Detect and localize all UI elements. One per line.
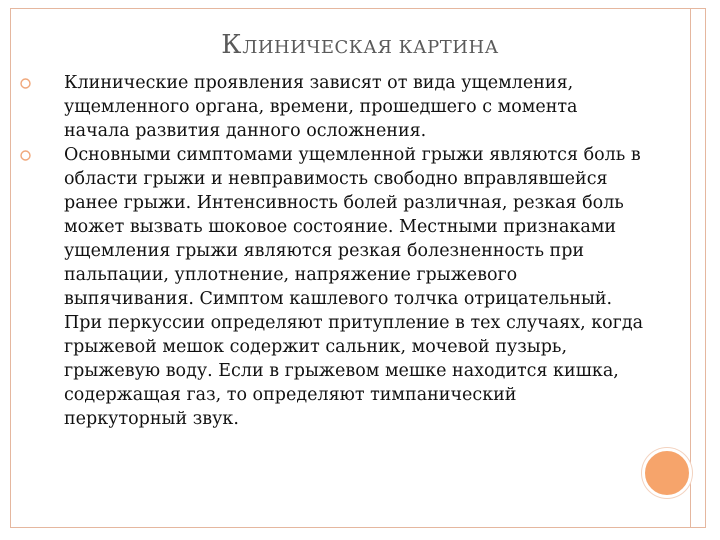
list-item (64, 143, 644, 431)
frame-accent-line (690, 8, 691, 528)
bullet-icon (20, 78, 31, 89)
decorative-circle-icon (642, 448, 692, 498)
bullet-text: Клинические проявления зависят от вида ущемления, ущемленного органа, времени, прошедшего с момента начала развития данного осложнения. (64, 73, 578, 141)
slide-title (0, 30, 720, 60)
bullet-icon (20, 150, 31, 161)
title-first-letter: К (221, 30, 243, 60)
title-rest: ЛИНИЧЕСКАЯ КАРТИНА (242, 37, 499, 58)
list-item (64, 71, 644, 143)
bullet-text: Основными симптомами ущемленной грыжи являются боль в области грыжи и невправимость свободно вправлявшейся ранее грыжи. Интенсивность болей различная, резкая боль может вызвать шоковое состояние. Местными признаками ущемления грыжи являются резкая болезненность при пальпации, уплотнение, напряжение грыжевого выпячивания. Симптом кашлевого толчка отрицательный. При перкуссии определяют притупление в тех случаях, когда грыжевой мешок содержит сальник, мочевой пузырь, грыжевую воду. Если в грыжевом мешке находится кишка, содержащая газ, то определяют тимпанический перкуторный звук. (64, 145, 644, 429)
bullet-list (64, 71, 644, 431)
